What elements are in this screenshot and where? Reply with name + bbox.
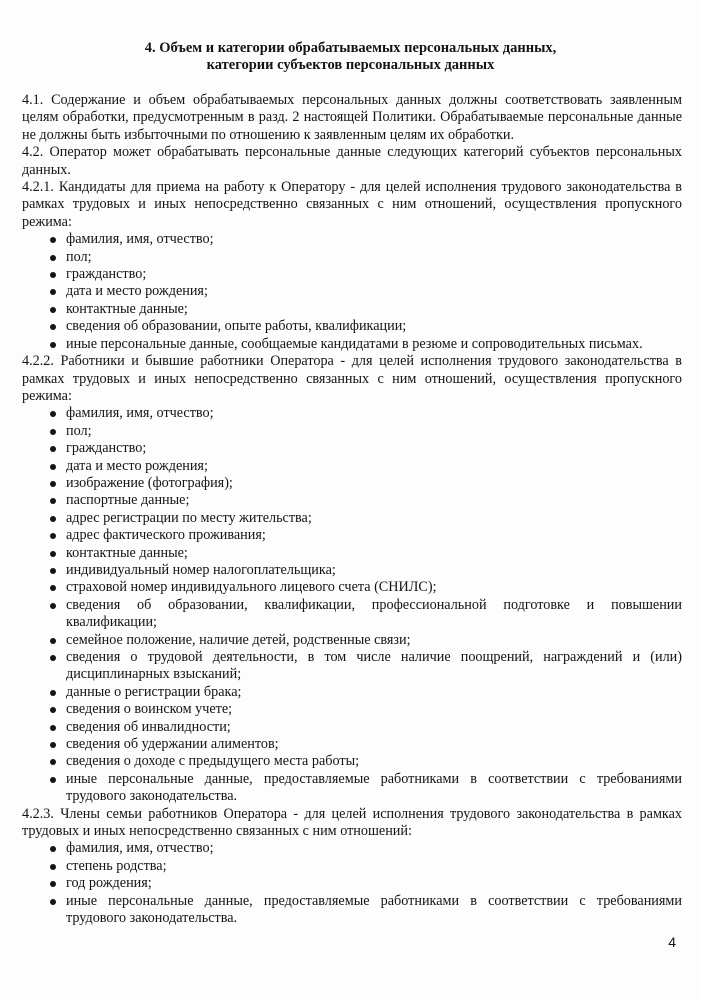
list-item: иные персональные данные, сообщаемые кандидатами в резюме и сопроводительных письмах. — [50, 336, 682, 353]
list-item: сведения о трудовой деятельности, в том числе наличие поощрений, награждений и (или) дисциплинарных взысканий; — [50, 649, 682, 684]
list-item: иные персональные данные, предоставляемые работниками в соответствии с требованиями трудового законодательства. — [50, 771, 682, 806]
section-title-line-1: 4. Объем и категории обрабатываемых персональных данных, — [144, 40, 557, 56]
subsection-4-2-2-heading: 4.2.2. Работники и бывшие работники Оператора - для целей исполнения трудового законодательства в рамках трудовых и иных непосредственно связанных с ним отношений, осуществления пропускного режима: — [22, 353, 682, 404]
list-item: пол; — [50, 249, 682, 266]
list-item: иные персональные данные, предоставляемые работниками в соответствии с требованиями трудового законодательства. — [50, 893, 682, 928]
section-title-line-2: категории субъектов персональных данных — [206, 57, 495, 73]
list-item: семейное положение, наличие детей, родственные связи; — [50, 632, 682, 649]
list-item: гражданство; — [50, 266, 682, 283]
list-item: контактные данные; — [50, 301, 682, 318]
section-title — [0, 40, 701, 74]
list-item: фамилия, имя, отчество; — [50, 231, 682, 248]
list-item: пол; — [50, 423, 682, 440]
subsection-4-2-1-list — [22, 231, 682, 353]
paragraph-4-1: 4.1. Содержание и объем обрабатываемых персональных данных должны соответствовать заявленным целям обработки, предусмотренным в разд. 2 настоящей Политики. Обрабатываемые персональные данные не должны быть избыточными по отношению к заявленным целям их обработки. — [22, 92, 682, 143]
subsection-4-2-2-list — [22, 405, 682, 805]
list-item: индивидуальный номер налогоплательщика; — [50, 562, 682, 579]
list-item: сведения о воинском учете; — [50, 701, 682, 718]
list-item: дата и место рождения; — [50, 458, 682, 475]
paragraph-4-2: 4.2. Оператор может обрабатывать персональные данные следующих категорий субъектов персональных данных. — [22, 144, 682, 178]
list-item: гражданство; — [50, 440, 682, 457]
list-item: сведения об удержании алиментов; — [50, 736, 682, 753]
list-item: изображение (фотография); — [50, 475, 682, 492]
subsection-4-2-1-heading: 4.2.1. Кандидаты для приема на работу к Оператору - для целей исполнения трудового законодательства в рамках трудовых и иных непосредственно связанных с ним отношений, осуществления пропускного режима: — [22, 179, 682, 230]
list-item: данные о регистрации брака; — [50, 684, 682, 701]
list-item: адрес регистрации по месту жительства; — [50, 510, 682, 527]
list-item: сведения об образовании, опыте работы, квалификации; — [50, 318, 682, 335]
list-item: страховой номер индивидуального лицевого счета (СНИЛС); — [50, 579, 682, 596]
subsection-4-2-3-list — [22, 840, 682, 927]
list-item: степень родства; — [50, 858, 682, 875]
list-item: фамилия, имя, отчество; — [50, 840, 682, 857]
list-item: год рождения; — [50, 875, 682, 892]
list-item: адрес фактического проживания; — [50, 527, 682, 544]
page-number: 4 — [668, 934, 676, 950]
list-item: сведения об инвалидности; — [50, 719, 682, 736]
list-item: паспортные данные; — [50, 492, 682, 509]
list-item: сведения об образовании, квалификации, профессиональной подготовке и повышении квалификации; — [50, 597, 682, 632]
list-item: фамилия, имя, отчество; — [50, 405, 682, 422]
list-item: контактные данные; — [50, 545, 682, 562]
list-item: дата и место рождения; — [50, 283, 682, 300]
document-body — [22, 92, 682, 928]
list-item: сведения о доходе с предыдущего места работы; — [50, 753, 682, 770]
subsection-4-2-3-heading: 4.2.3. Члены семьи работников Оператора - для целей исполнения трудового законодательства в рамках трудовых и иных непосредственно связанных с ним отношений: — [22, 805, 682, 840]
